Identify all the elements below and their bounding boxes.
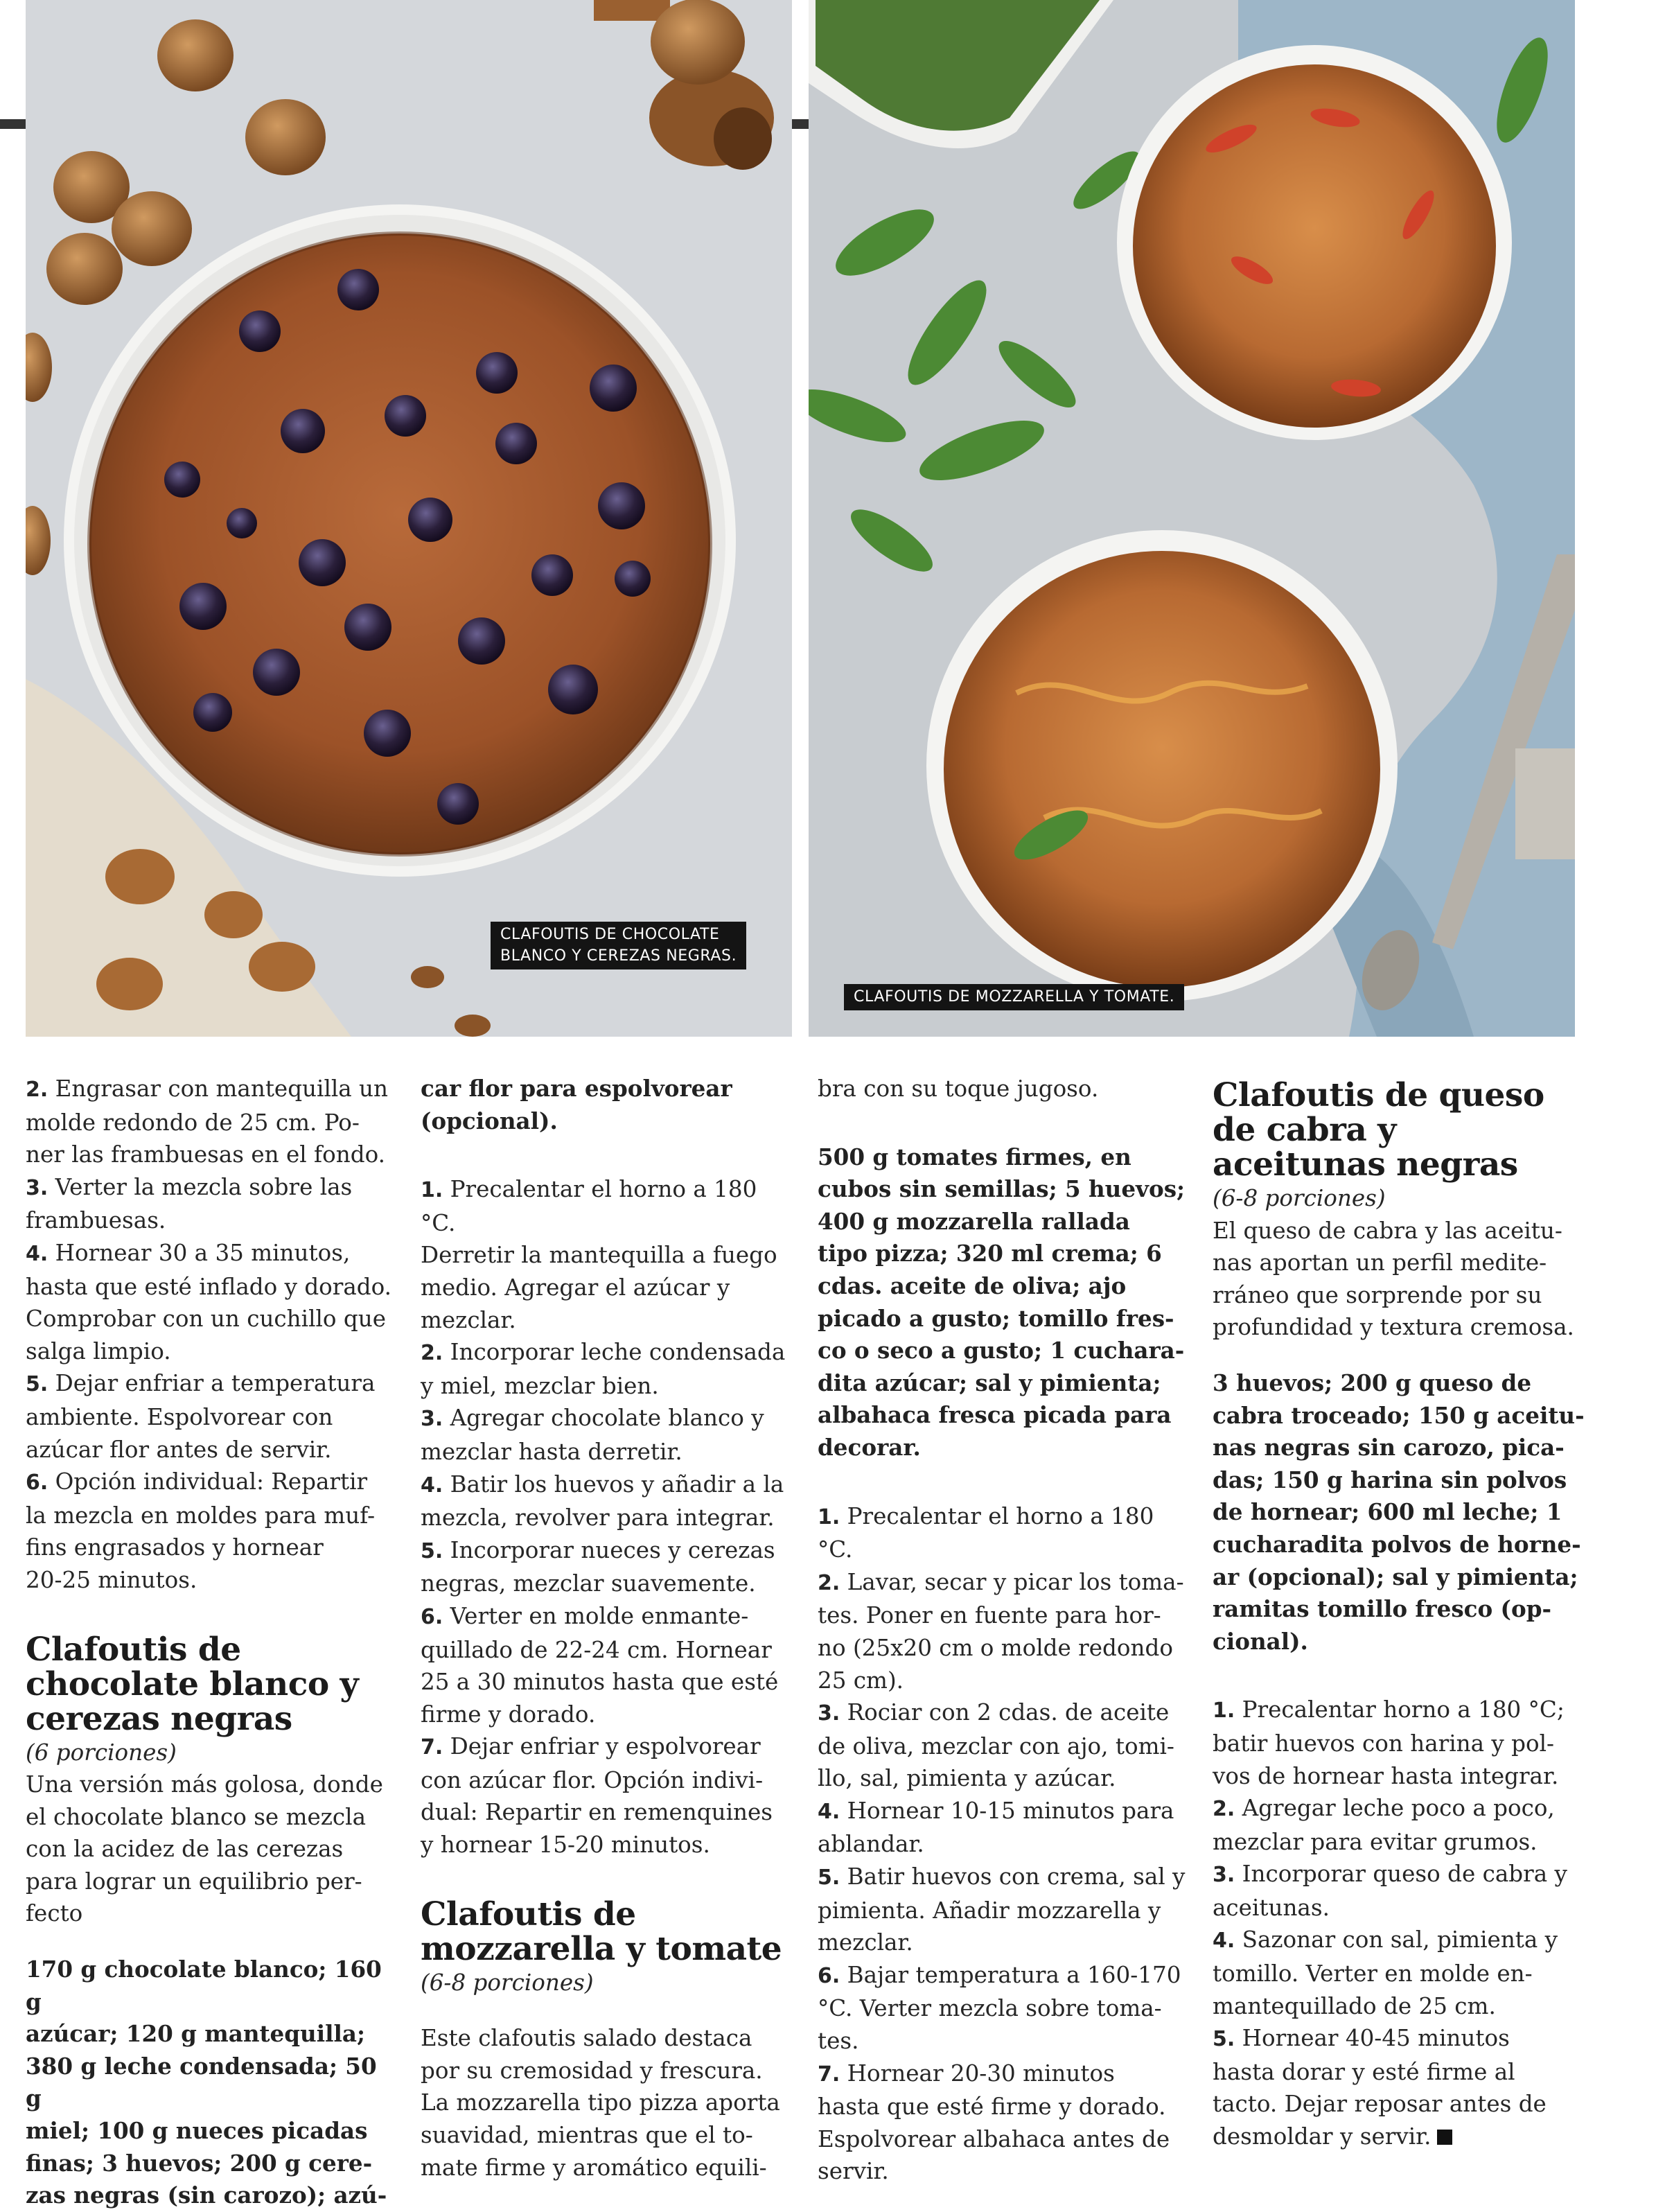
ingredients-list-continued: car flor para espolvorear (opcional). (421, 1075, 732, 1134)
page-edge-mark-center (792, 119, 809, 129)
recipe-intro: Este clafoutis salado destaca por su cremosidad y frescura. La mozzarella tipo pizza aporta suavidad, mientras que el to- mate firme y aromático equili- (421, 2025, 780, 2181)
step-item: 1. Precalentar horno a 180 °C; batir huevos con harina y pol- vos de hornear hasta integrar. (1213, 1696, 1565, 1789)
recipe-intro: El queso de cabra y las aceitu- nas aportan un perfil medite- rráneo que sorprende por su profundidad y textura cremosa. (1213, 1217, 1574, 1341)
recipe-title-goat-cheese-olives: Clafoutis de queso de cabra y aceitunas negras (1213, 1076, 1544, 1184)
step-item: 3. Incorporar queso de cabra y aceitunas. (1213, 1861, 1567, 1921)
recipe-intro-continued: bra con su toque jugoso. (818, 1076, 1099, 1102)
step-item: 2. Incorporar leche condensada y miel, mezclar bien. (421, 1339, 786, 1399)
photo-caption-chocolate-cherry: CLAFOUTIS DE CHOCOLATE BLANCO Y CEREZAS NEGRAS. (491, 922, 746, 969)
clafoutis-cherry-illustration (26, 0, 792, 1037)
recipe-title-chocolate-cherry: Clafoutis de chocolate blanco y cerezas negras (26, 1630, 359, 1738)
step-item: 4. Sazonar con sal, pimienta y tomillo. Verter en molde en- mantequillado de 25 cm. (1213, 1926, 1558, 2019)
ingredients-list: 500 g tomates firmes, en cubos sin semillas; 5 huevos; 400 g mozzarella rallada tipo pizza; 320 ml crema; 6 cdas. aceite de oliva; ajo picado a gusto; tomillo fres- co o seco a gusto; 1 cuchara- dita azúcar; sal y pimienta; albahaca fresca picada para decorar. (818, 1143, 1186, 1461)
photo-mozzarella-tomato-clafoutis (809, 0, 1575, 1037)
step-item: 4. Hornear 10-15 minutos para ablandar. (818, 1797, 1174, 1858)
step-item: 5. Dejar enfriar a temperatura ambiente. Espolvorear con azúcar flor antes de servir. (26, 1370, 376, 1463)
step-item: 3. Rociar con 2 cdas. de aceite de oliva, mezclar con ajo, tomi- llo, sal, pimienta y azúcar. (818, 1699, 1174, 1792)
text-column-2 (421, 1073, 791, 2184)
recipe-servings: (6 porciones) (26, 1739, 177, 1766)
recipe-intro: Una versión más golosa, donde el chocolate blanco se mezcla con la acidez de las cerezas para lograr un equilibrio per- fecto (26, 1771, 383, 1927)
step-item: 3. Agregar chocolate blanco y mezclar hasta derretir. (421, 1405, 764, 1465)
step-item: 6. Opción individual: Repartir la mezcla en moldes para muf- fins engrasados y hornear 20-25 minutos. (26, 1468, 376, 1593)
step-item: 6. Bajar temperatura a 160-170 °C. Verter mezcla sobre toma- tes. (818, 1961, 1181, 2055)
ingredients-list: 3 huevos; 200 g queso de cabra troceado; 150 g aceitu- nas negras sin carozo, pica- das; 150 g harina sin polvos de hornear; 600 ml leche; 1 cucharadita polvos de horne- ar (opcional); sal y pimienta; ramitas tomillo fresco (op- cional). (1213, 1369, 1585, 1655)
step-item: 7. Hornear 20-30 minutos hasta que esté firme y dorado. Espolvorear albahaca antes de servir. (818, 2060, 1170, 2185)
recipe-servings: (6-8 porciones) (1213, 1185, 1386, 1211)
step-item: 4. Batir los huevos y añadir a la mezcla, revolver para integrar. (421, 1471, 784, 1531)
step-item: 4. Hornear 30 a 35 minutos, hasta que esté inflado y dorado. Comprobar con un cuchillo que salga limpio. (26, 1239, 392, 1364)
recipe-title-mozzarella-tomato: Clafoutis de mozzarella y tomate (421, 1895, 782, 1968)
photo-chocolate-cherry-clafoutis (26, 0, 792, 1037)
recipe-servings: (6-8 porciones) (421, 1969, 594, 1996)
text-column-3 (818, 1073, 1188, 2188)
step-item: 2. Engrasar con mantequilla un molde redondo de 25 cm. Po- ner las frambuesas en el fondo. (26, 1076, 389, 1168)
clafoutis-tomato-illustration (809, 0, 1575, 1037)
text-column-4 (1213, 1073, 1587, 2153)
step-item: 2. Agregar leche poco a poco, mezclar para evitar grumos. (1213, 1795, 1555, 1855)
article-end-mark-icon (1437, 2130, 1452, 2145)
step-item: 5. Hornear 40-45 minutos hasta dorar y esté firme al tacto. Dejar reposar antes de desmoldar y servir. (1213, 2025, 1547, 2150)
step-item: 2. Lavar, secar y picar los toma- tes. Poner en fuente para hor- no (25x20 cm o molde redondo 25 cm). (818, 1568, 1184, 1694)
page-edge-mark-left (0, 119, 26, 129)
ingredients-list: 170 g chocolate blanco; 160 g azúcar; 120 g mantequilla; 380 g leche condensada; 50 g miel; 100 g nueces picadas finas; 3 huevos; 200 g cere- zas negras (sin carozo); azú- (26, 1956, 387, 2209)
step-item: 7. Dejar enfriar y espolvorear con azúcar flor. Opción indivi- dual: Repartir en remenquines y hornear 15-20 minutos. (421, 1733, 773, 1859)
step-item: 1. Precalentar el horno a 180 °C. Derretir la mantequilla a fuego medio. Agregar el azúcar y mezclar. (421, 1176, 777, 1333)
step-item: 1. Precalentar el horno a 180 °C. (818, 1502, 1154, 1563)
photo-caption-mozzarella-tomato: CLAFOUTIS DE MOZZARELLA Y TOMATE. (844, 984, 1184, 1010)
text-column-1 (26, 1073, 396, 2212)
step-item: 5. Batir huevos con crema, sal y pimienta. Añadir mozzarella y mezclar. (818, 1863, 1186, 1956)
step-item: 5. Incorporar nueces y cerezas negras, mezclar suavemente. (421, 1536, 775, 1597)
step-item: 6. Verter en molde enmante- quillado de 22-24 cm. Hornear 25 a 30 minutos hasta que esté firme y dorado. (421, 1602, 779, 1728)
step-item: 3. Verter la mezcla sobre las frambuesas. (26, 1173, 353, 1234)
